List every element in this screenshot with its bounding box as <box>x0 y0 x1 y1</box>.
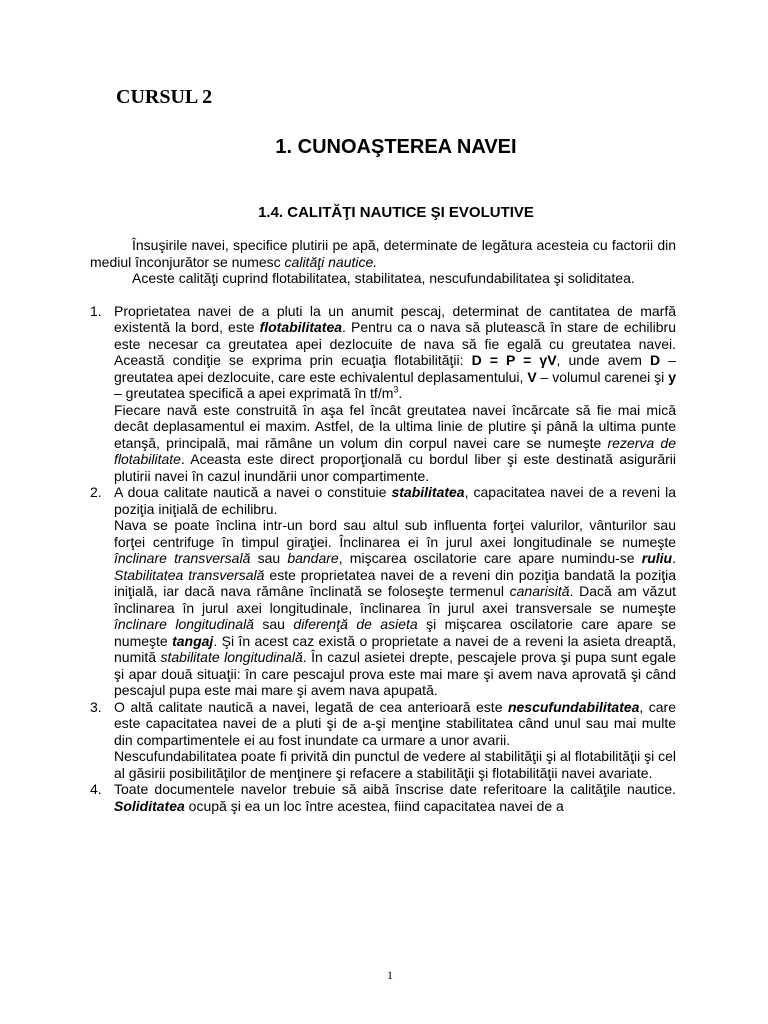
list-item <box>90 699 676 782</box>
term-ruliu: ruliu <box>641 550 673 566</box>
term-rezerva-de-flotabilitate: rezerva de flotabilitate <box>114 434 676 467</box>
item-paragraph: Nava se poate înclina intr-un bord sau altul sub influenta forţei valurilor, vânturilor sau forţei centrifuge în timpul giraţiei. Înclinarea ei în jurul axei longitudinale se numeşte înclinare transversală sau bandare, mişcarea oscilatorie care apare numindu-se ruliu. Stabilitatea transversală este proprietatea navei de a reveni din poziţia bandată la poziţia iniţială, iar dacă nava rămâne înclinată se foloseşte termenul canarisită. Dacă am văzut înclinarea în jurul axei longitudinale, înclinarea în jurul axei transversale se numeşte înclinare longitudinală sau diferenţă de asieta şi mişcarea oscilatorie care apare se numeşte tangaj. Şi în acest caz există o proprietate a navei de a reveni la asieta dreaptă, numită stabilitate longitudinală. În cazul asietei drepte, pescajele prova şi pupa sunt egale şi apar două situaţii: în care pescajul prova este mai mare şi avem nava aprovată şi când pescajul pupa este mai mare şi avem nava apupată. <box>114 517 677 698</box>
chapter-title: 1. CUNOAŞTEREA NAVEI <box>275 136 517 158</box>
list-item <box>90 303 676 485</box>
item-paragraph: Fiecare navă este construită în aşa fel încât greutatea navei încărcate să fie mai mică decât deplasamentul ei maxim. Astfel, de la ultima linie de plutire şi până la ultima punte etanşă, principală, mai rămâne un volum din corpul navei care se numeşte rezerva de flotabilitate. Aceasta este direct proporţională cu bordul liber şi este destinată asigurării plutirii navei în cazul inundării unor compartimente. <box>114 401 676 484</box>
intro-paragraph-1: Însuşirile navei, specifice plutirii pe apă, determinate de legătura acesteia cu factorii din mediul înconjurător se numesc calităţi nautice. <box>90 237 676 270</box>
item-paragraph: Proprietatea navei de a pluti la un anumit pescaj, determinat de cantitatea de marfă existentă la bord, este flotabilitatea. Pentru ca o nava să plutească în stare de echilibru este necesar ca greutatea apei dezlocuite de nava să fie egală cu greutatea navei. Această condiţie se exprima prin ecuaţia flotabilităţii: D = P = γV, unde avem D – greutatea apei dezlocuite, care este echivalentul deplasamentului, V – volumul carenei şi y – greutatea specifică a apei exprimată în $tf/m^3$. <box>114 302 676 401</box>
item-paragraph: Toate documentele navelor trebuie să aibă înscrise date referitoare la calităţile nautice. Soliditatea ocupă şi ea un loc între acestea, fiind capacitatea navei de a <box>114 781 676 814</box>
equation: D = P = γV <box>471 352 557 368</box>
term-tangaj: tangaj <box>172 632 214 649</box>
term-soliditatea: Soliditatea <box>114 797 185 814</box>
item-paragraph: A doua calitate nautică a navei o constituie stabilitatea, capacitatea navei de a reveni la poziţia iniţială de echilibru. <box>114 484 676 517</box>
qualities-list <box>90 303 676 815</box>
section-title: 1.4. CALITĂŢI NAUTICE ŞI EVOLUTIVE <box>258 204 534 221</box>
intro-paragraph-2: Aceste calităţi cuprind flotabilitatea, stabilitatea, nescufundabilitatea şi soliditatea. <box>132 270 635 286</box>
item-paragraph: Nescufundabilitatea poate fi privită din punctul de vedere al stabilităţii şi al flotabilităţii şi cel al găsirii posibilităţilor de menţinere şi refacere a stabilităţii şi flotabilităţii navei avariate. <box>114 748 676 781</box>
list-number: 3. <box>90 698 102 715</box>
list-number: 1. <box>90 302 102 319</box>
list-item <box>90 781 676 814</box>
course-title: CURSUL 2 <box>116 86 213 108</box>
term-calitati-nautice: calităţi nautice. <box>284 253 378 270</box>
list-number: 2. <box>90 484 102 500</box>
item-paragraph: O altă calitate nautică a navei, legată de cea anterioară este nescufundabilitatea, care este capacitatea navei de a pluti şi de a-şi menţine stabilitatea când unul sau mai multe din compartimentele ei au fost inundate ca urmare a unor avarii. <box>114 698 677 748</box>
document-body <box>90 237 676 814</box>
list-item <box>90 484 676 699</box>
list-number: 4. <box>90 781 102 797</box>
term-flotabilitatea: flotabilitatea <box>259 319 343 335</box>
page-number: 1 <box>387 968 393 982</box>
term-stabilitatea: stabilitatea <box>391 484 465 500</box>
term-nescufundabilitatea: nescufundabilitatea <box>507 698 640 715</box>
